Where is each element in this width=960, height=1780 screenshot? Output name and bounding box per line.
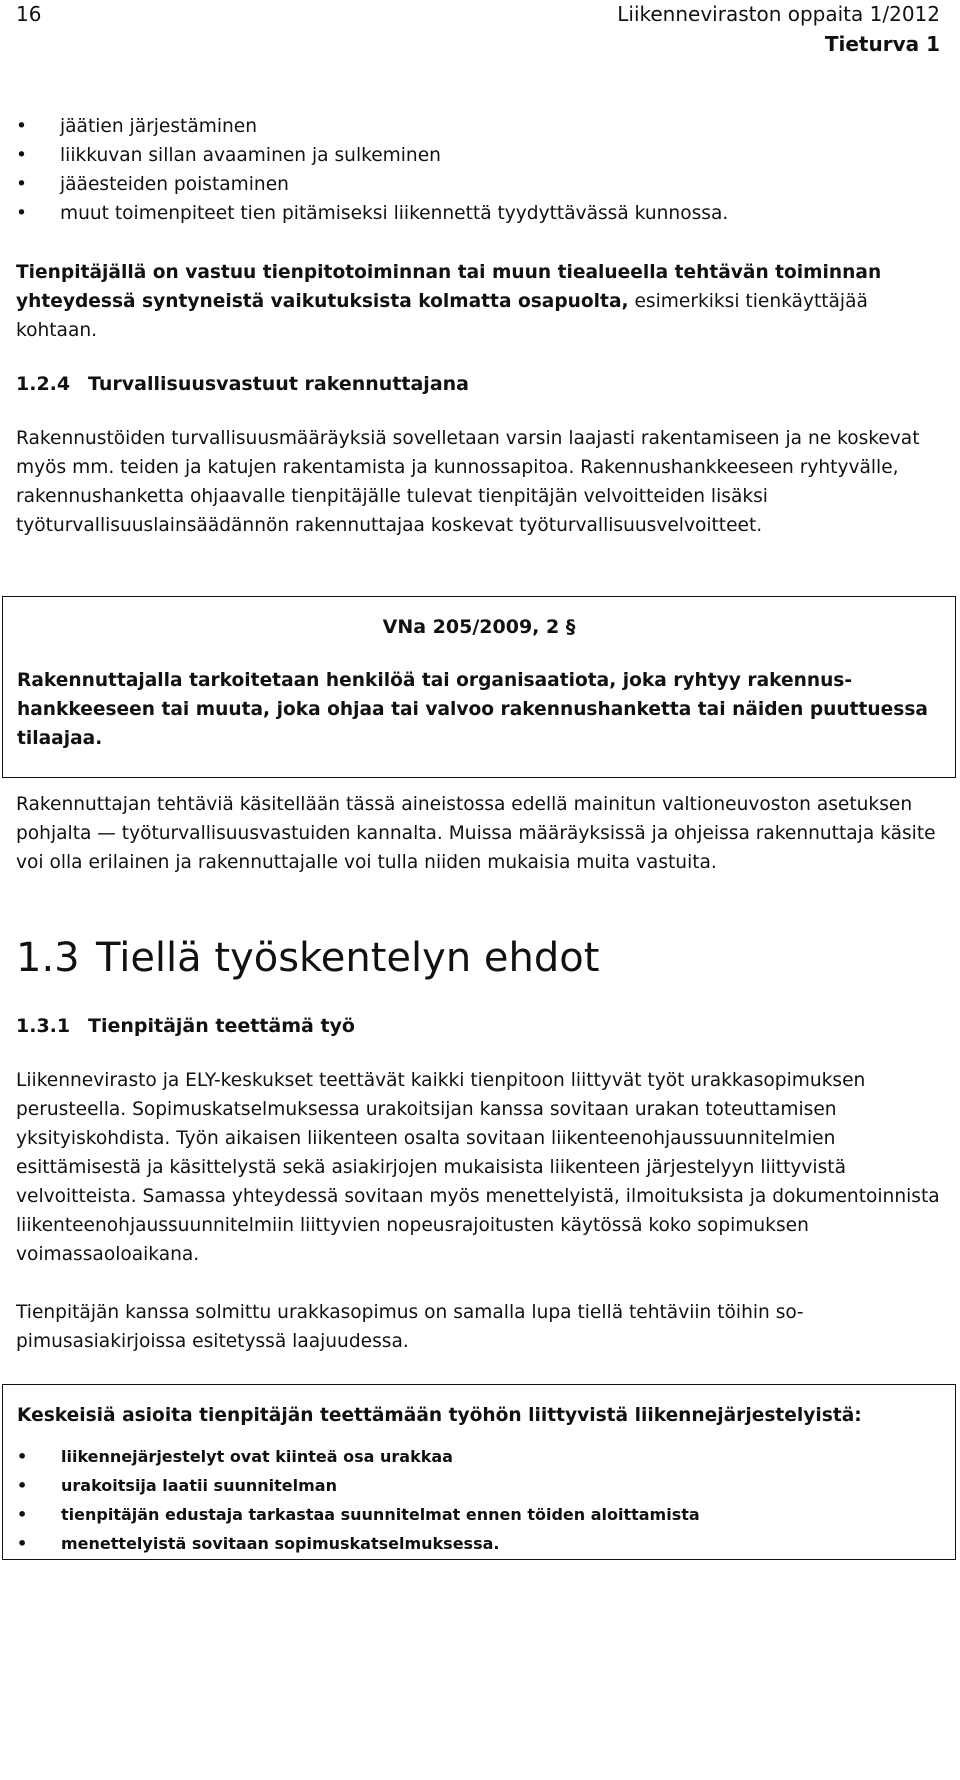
chapter-title: Tiellä työskentelyn ehdot: [96, 935, 600, 981]
section-1-2-4: [16, 370, 940, 399]
liability-paragraph: [16, 258, 940, 345]
law-text: Rakennuttajalla tarkoitetaan henkilöä tai organisaatiota, joka ryhtyy rakennushankkeeseen tai muuta, joka ohjaa tai valvoo rakennushanketta tai näiden puuttuessa tilaajaa.: [17, 670, 928, 749]
section-1-3-1-para2: [16, 1298, 940, 1356]
liability-bold-text: Tienpitäjällä on vastuu tienpitotoiminnan tai muun tiealueella tehtävän toiminnan yhteydessä syntyneistä vaikutuksista kolmatta osapuolta,: [16, 262, 882, 312]
section-number: 1.3.1: [16, 1015, 71, 1037]
body-paragraph: Liikennevirasto ja ELY-keskukset teettävät kaikki tienpitoon liittyvät työt urakkasopimuksen perusteella. Sopimuskatselmuksessa urakoitsijan kanssa sovitaan urakan toteuttamisen yksityiskohdista. Työn aikaisen liikenteen osalta sovitaan liikenteenohjaussuunnitelmien esittämisestä ja käsittelystä sekä asiakirjojen mukaisista liikenteen järjestelyyn liittyvistä velvoitteista. Samassa yhteydessä sovitaan myös menettelyistä, ilmoituksista ja dokumentoinnista liikenteenohjaussuunnitelmiin liittyvien nopeusrajoitusten käytössä koko sopimuksen voimassaoloaikana.: [16, 1070, 940, 1265]
law-reference: VNa 205/2009, 2 §: [382, 616, 576, 638]
section-title: Turvallisuusvastuut rakennuttajana: [88, 373, 469, 395]
list-item: • jääesteiden poistaminen: [16, 170, 940, 199]
publication-title: Liikenneviraston oppaita 1/2012: [617, 2, 940, 26]
section-1-3-1-para1: [16, 1066, 940, 1269]
list-item: • urakoitsija laatii suunnitelman: [17, 1471, 941, 1500]
publication-subtitle: Tieturva 1: [824, 32, 940, 56]
list-item: • menettelyistä sovitaan sopimuskatselmuksessa.: [17, 1529, 941, 1558]
chapter-heading: [16, 932, 940, 984]
key-points-list: [17, 1442, 941, 1558]
list-item: • tienpitäjän edustaja tarkastaa suunnitelmat ennen töiden aloittamista: [17, 1500, 941, 1529]
section-heading: [16, 370, 940, 399]
key-points-heading: Keskeisiä asioita tienpitäjän teettämään työhön liittyvistä liikennejärjestelyistä:: [17, 1405, 862, 1426]
list-item: • liikkuvan sillan avaaminen ja sulkeminen: [16, 141, 940, 170]
list-item: • liikennejärjestelyt ovat kiinteä osa urakkaa: [17, 1442, 941, 1471]
body-paragraph: Tienpitäjän kanssa solmittu urakkasopimus on samalla lupa tiellä tehtäviin töihin sopimusasiakirjoissa esitetyssä laajuudessa.: [16, 1302, 804, 1352]
list-item: • jäätien järjestäminen: [16, 112, 940, 141]
section-title: Tienpitäjän teettämä työ: [88, 1015, 355, 1037]
section-1-3: [16, 932, 940, 984]
key-points-box: [2, 1384, 956, 1560]
body-paragraph: Rakennustöiden turvallisuusmääräyksiä sovelletaan varsin laajasti rakentamiseen ja ne koskevat myös mm. teiden ja katujen rakentamista ja kunnossapitoa. Rakennushankkeeseen ryhtyvälle, rakennushanketta ohjaavalle tienpitäjälle tulevat tienpitäjän velvoitteiden lisäksi työturvallisuuslainsäädännön rakennuttajaa koskevat työturvallisuusvelvoitteet.: [16, 428, 920, 536]
section-1-2-4-body: [16, 424, 940, 540]
page-header: [0, 0, 960, 62]
law-quote-box: [2, 596, 956, 778]
list-item: • muut toimenpiteet tien pitämiseksi liikennettä tyydyttävässä kunnossa.: [16, 199, 940, 228]
intro-bullet-list: [16, 112, 940, 228]
page-number: 16: [16, 2, 42, 26]
chapter-number: 1.3: [16, 935, 80, 981]
liability-normal-text: esimerkiksi tienkäyttäjää kohtaan.: [16, 291, 868, 341]
section-heading: [16, 1012, 940, 1041]
after-box-paragraph: [16, 790, 940, 877]
section-number: 1.2.4: [16, 373, 71, 395]
section-1-3-1: [16, 1012, 940, 1041]
body-paragraph: Rakennuttajan tehtäviä käsitellään tässä aineistossa edellä mainitun valtioneuvoston asetuksen pohjalta — työturvallisuusvastuiden kannalta. Muissa määräyksissä ja ohjeissa rakennuttaja käsite voi olla erilainen ja rakennuttajalle voi tulla niiden mukaisia muita vastuita.: [16, 794, 936, 873]
